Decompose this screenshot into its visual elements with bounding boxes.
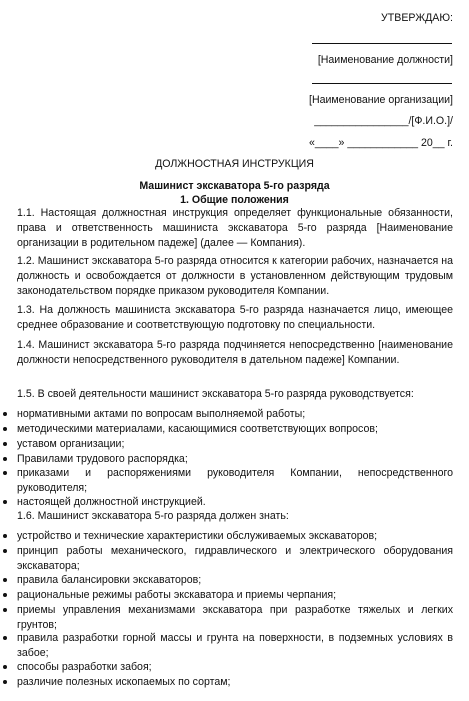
paragraph-1-4: 1.4. Машинист экскаватора 5-го разряда подчиняется непосредственно [наименование должности непосредственного руководителя в дательном падеже] Компании. <box>17 339 453 367</box>
job-title: Машинист экскаватора 5-го разряда <box>139 180 330 192</box>
bullet-icon <box>3 534 9 540</box>
list-item: приемы управления механизмами экскаватора при разработке тяжелых и легких грунтов; <box>17 604 453 631</box>
paragraph-1-5: 1.5. В своей деятельности машинист экскаватора 5-го разряда руководствуется: <box>17 388 414 400</box>
list-item: настоящей должностной инструкцией. <box>17 496 206 508</box>
bullet-icon <box>3 549 9 555</box>
list-item: принцип работы механического, гидравлического и электрического оборудования экскаватора; <box>17 545 453 572</box>
list-item: уставом организации; <box>17 438 125 450</box>
bullet-icon <box>3 457 9 463</box>
signature-line-position <box>312 43 452 44</box>
list-item: устройство и технические характеристики обслуживаемых экскаваторов; <box>17 530 378 542</box>
list-item: рациональные режимы работы экскаватора и приемы черпания; <box>17 589 337 601</box>
section-title: 1. Общие положения <box>180 194 289 206</box>
list-item: правила разработки горной массы и грунта на поверхности, в подземных условиях в забое; <box>17 632 453 659</box>
list-item: правила балансировки экскаваторов; <box>17 574 202 586</box>
list-item: различие полезных ископаемых по сортам; <box>17 676 231 688</box>
approve-label: УТВЕРЖДАЮ: <box>381 12 453 24</box>
bullet-icon <box>3 593 9 599</box>
bullet-icon <box>3 442 9 448</box>
bullet-icon <box>3 608 9 614</box>
signature-line-organization <box>312 83 452 84</box>
paragraph-1-2: 1.2. Машинист экскаватора 5-го разряда относится к категории рабочих, назначается на должность и освобождается от должности в установленном действующим трудовым законодательством порядке приказом руководителя Компании. <box>17 255 453 298</box>
list-item: способы разработки забоя; <box>17 661 152 673</box>
position-placeholder: [Наименование должности] <box>317 54 453 66</box>
paragraph-1-1: 1.1. Настоящая должностная инструкция определяет функциональные обязанности, права и ответственность машиниста экскаватора 5-го разряда [Наименование организации в родительном падеже] (далее — Компания). <box>17 207 453 250</box>
date-line: «____» ____________ 20__ г. <box>309 137 453 149</box>
bullet-icon <box>3 412 9 418</box>
bullet-icon <box>3 471 9 477</box>
organization-placeholder: [Наименование организации] <box>309 94 453 106</box>
list-item: нормативными актами по вопросам выполняемой работы; <box>17 408 306 420</box>
fio-line: ________________/[Ф.И.О.]/ <box>314 115 453 127</box>
bullet-icon <box>3 680 9 686</box>
bullet-icon <box>3 665 9 671</box>
paragraph-1-3: 1.3. На должность машиниста экскаватора 5-го разряда назначается лицо, имеющее среднее образование и соответствующую подготовку по специальности. <box>17 304 453 332</box>
list-item: приказами и распоряжениями руководителя Компании, непосредственного руководителя; <box>17 467 453 494</box>
bullet-icon <box>3 427 9 433</box>
bullet-icon <box>3 500 9 506</box>
list-item: Правилами трудового распорядка; <box>17 453 188 465</box>
paragraph-1-6: 1.6. Машинист экскаватора 5-го разряда должен знать: <box>17 510 289 522</box>
bullet-icon <box>3 636 9 642</box>
document-type-title: ДОЛЖНОСТНАЯ ИНСТРУКЦИЯ <box>155 158 314 170</box>
list-item: методическими материалами, касающимися соответствующих вопросов; <box>17 423 378 435</box>
bullet-icon <box>3 578 9 584</box>
